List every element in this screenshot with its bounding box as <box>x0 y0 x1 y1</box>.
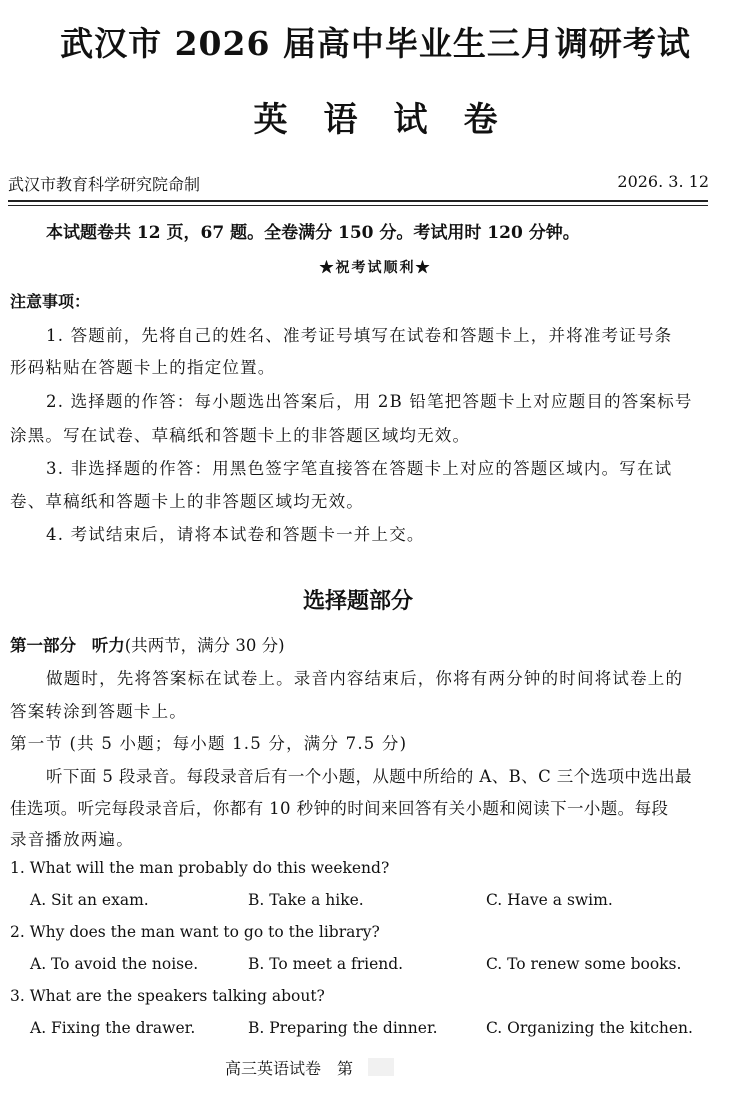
answer-option: C. To renew some books. <box>486 955 682 973</box>
part1-label: 第一部分 <box>10 636 76 655</box>
good-luck-slogan: ★祝考试顺利★ <box>319 260 432 276</box>
notice-line: 3. 非选择题的作答：用黑色签字笔直接答在答题卡上对应的答题区域内。写在试 <box>46 459 673 478</box>
notice-heading: 注意事项： <box>10 292 91 311</box>
question-stem: 3. What are the speakers talking about? <box>10 987 325 1005</box>
part1-intro-line: 做题时，先将答案标在试卷上。录音内容结束后，你将有两分钟的时间将试卷上的 <box>46 669 684 688</box>
answer-option: B. Take a hike. <box>248 891 364 909</box>
question-stem: 1. What will the man probably do this weekend? <box>10 859 390 877</box>
question-stem: 2. Why does the man want to go to the library? <box>10 923 380 941</box>
notice-line: 涂黑。写在试卷、草稿纸和答题卡上的非答题区域均无效。 <box>10 426 471 445</box>
answer-option: A. To avoid the noise. <box>30 955 199 973</box>
section-title: 选择题部分 <box>302 588 413 614</box>
answer-option: B. To meet a friend. <box>248 955 404 973</box>
notice-line: 卷、草稿纸和答题卡上的非答题区域均无效。 <box>10 492 364 511</box>
publisher: 武汉市教育科学研究院命制 <box>8 175 201 194</box>
part1-name: 听力 <box>91 636 125 655</box>
answer-option: C. Have a swim. <box>486 891 613 909</box>
section1-intro-line: 录音播放两遍。 <box>10 830 134 849</box>
answer-option: B. Preparing the dinner. <box>248 1019 438 1037</box>
notice-line: 4. 考试结束后，请将本试卷和答题卡一并上交。 <box>46 525 425 544</box>
part1-heading <box>10 632 285 656</box>
paper-subtitle: 英语试卷 <box>253 100 534 140</box>
section1-heading: 第一节 (共 5 小题；每小题 1.5 分，满分 7.5 分) <box>10 734 408 753</box>
section1-intro-line: 佳选项。听完每段录音后，你都有 10 秒钟的时间来回答有关小题和阅读下一小题。每段 <box>10 799 669 818</box>
header-rule-thin <box>8 205 708 206</box>
answer-option: C. Organizing the kitchen. <box>486 1019 693 1037</box>
section1-intro-line: 听下面 5 段录音。每段录音后有一个小题，从题中所给的 A、B、C 三个选项中选出最 <box>46 767 692 786</box>
answer-option: A. Sit an exam. <box>30 891 149 909</box>
answer-option: A. Fixing the drawer. <box>30 1019 196 1037</box>
header-rule-thick <box>8 200 708 202</box>
part1-intro-line: 答案转涂到答题卡上。 <box>10 702 187 721</box>
part1-note: (共两节，满分 30 分) <box>124 636 285 655</box>
exam-summary: 本试题卷共 12 页，67 题。全卷满分 150 分。考试用时 120 分钟。 <box>46 223 580 243</box>
page-footer: 高三英语试卷 第 <box>225 1059 354 1078</box>
notice-line: 2. 选择题的作答：每小题选出答案后，用 2B 铅笔把答题卡上对应题目的答案标号 <box>46 392 693 411</box>
footer-redaction <box>368 1058 394 1076</box>
exam-title: 武汉市 2026 届高中毕业生三月调研考试 <box>60 24 691 63</box>
notice-line: 形码粘贴在答题卡上的指定位置。 <box>10 358 276 377</box>
notice-line: 1. 答题前，先将自己的姓名、准考证号填写在试卷和答题卡上，并将准考证号条 <box>46 326 673 345</box>
exam-date: 2026. 3. 12 <box>617 172 709 191</box>
